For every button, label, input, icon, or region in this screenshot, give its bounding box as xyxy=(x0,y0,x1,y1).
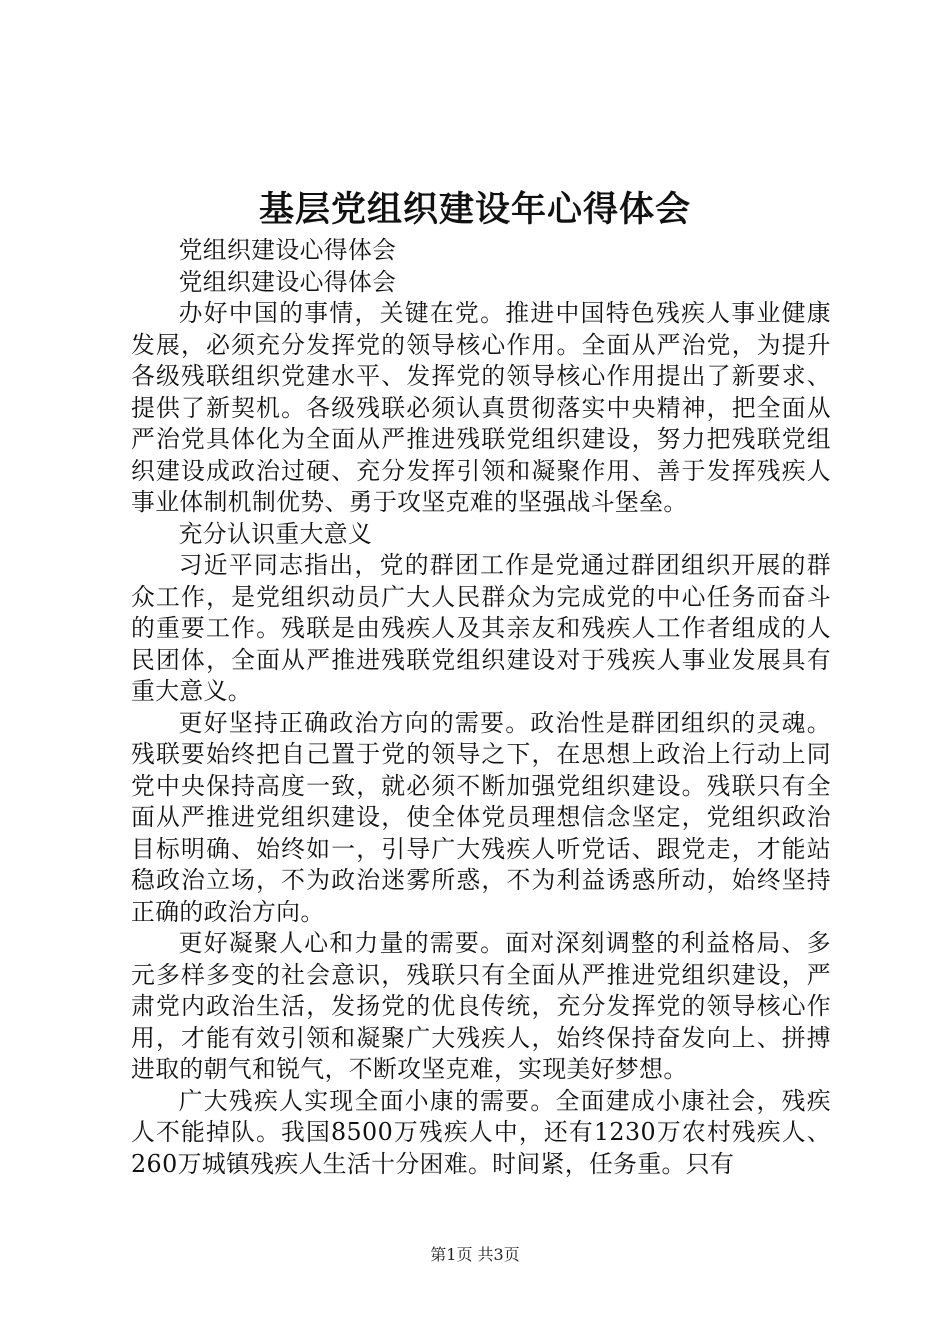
paragraph-subtitle-2: 党组织建设心得体会 xyxy=(178,267,397,296)
document-title: 基层党组织建设年心得体会 xyxy=(258,189,691,230)
paragraph-significance: 习近平同志指出，党的群团工作是党通过群团组织开展的群众工作，是党组织动员广大人民群众为完成党的中心任务而奋斗的重要工作。残联是由残疾人及其亲友和残疾人工作者组成的人民团体，全面从严推进残联党组织建设对于残疾人事业发展具有重大意义。 xyxy=(131,551,831,705)
paragraph-intro: 办好中国的事情，关键在党。推进中国特色残疾人事业健康发展，必须充分发挥党的领导核心作用。全面从严治党，为提升各级残联组织党建水平、发挥党的领导核心作用提出了新要求、提供了新契机。各级残联必须认真贯彻落实中央精神，把全面从严治党具体化为全面从严推进残联党组织建设，努力把残联党组织建设成政治过硬、充分发挥引领和凝聚作用、善于发挥残疾人事业体制机制优势、勇于攻坚克难的坚强战斗堡垒。 xyxy=(131,299,831,516)
paragraph-moderate-prosperity: 广大残疾人实现全面小康的需要。全面建成小康社会，残疾人不能掉队。我国8500万残疾人中，还有1230万农村残疾人、260万城镇残疾人生活十分困难。时间紧，任务重。只有 xyxy=(131,1086,831,1178)
document-body xyxy=(131,235,831,1180)
page-number-footer: 第1页 共3页 xyxy=(430,1245,520,1264)
section-heading: 充分认识重大意义 xyxy=(178,519,373,548)
paragraph-political-direction: 更好坚持正确政治方向的需要。政治性是群团组织的灵魂。残联要始终把自己置于党的领导之下，在思想上政治上行动上同党中央保持高度一致，就必须不断加强党组织建设。残联只有全面从严推进党组织建设，使全体党员理想信念坚定，党组织政治目标明确、始终如一，引导广大残疾人听党话、跟党走，才能站稳政治立场，不为政治迷雾所惑，不为利益诱惑所动，始终坚持正确的政治方向。 xyxy=(131,708,831,926)
paragraph-cohesion: 更好凝聚人心和力量的需要。面对深刻调整的利益格局、多元多样多变的社会意识，残联只有全面从严推进党组织建设，严肃党内政治生活，发扬党的优良传统，充分发挥党的领导核心作用，才能有效引领和凝聚广大残疾人，始终保持奋发向上、拼搏进取的朝气和锐气，不断攻坚克难，实现美好梦想。 xyxy=(131,929,831,1083)
paragraph-subtitle-1: 党组织建设心得体会 xyxy=(178,236,397,264)
